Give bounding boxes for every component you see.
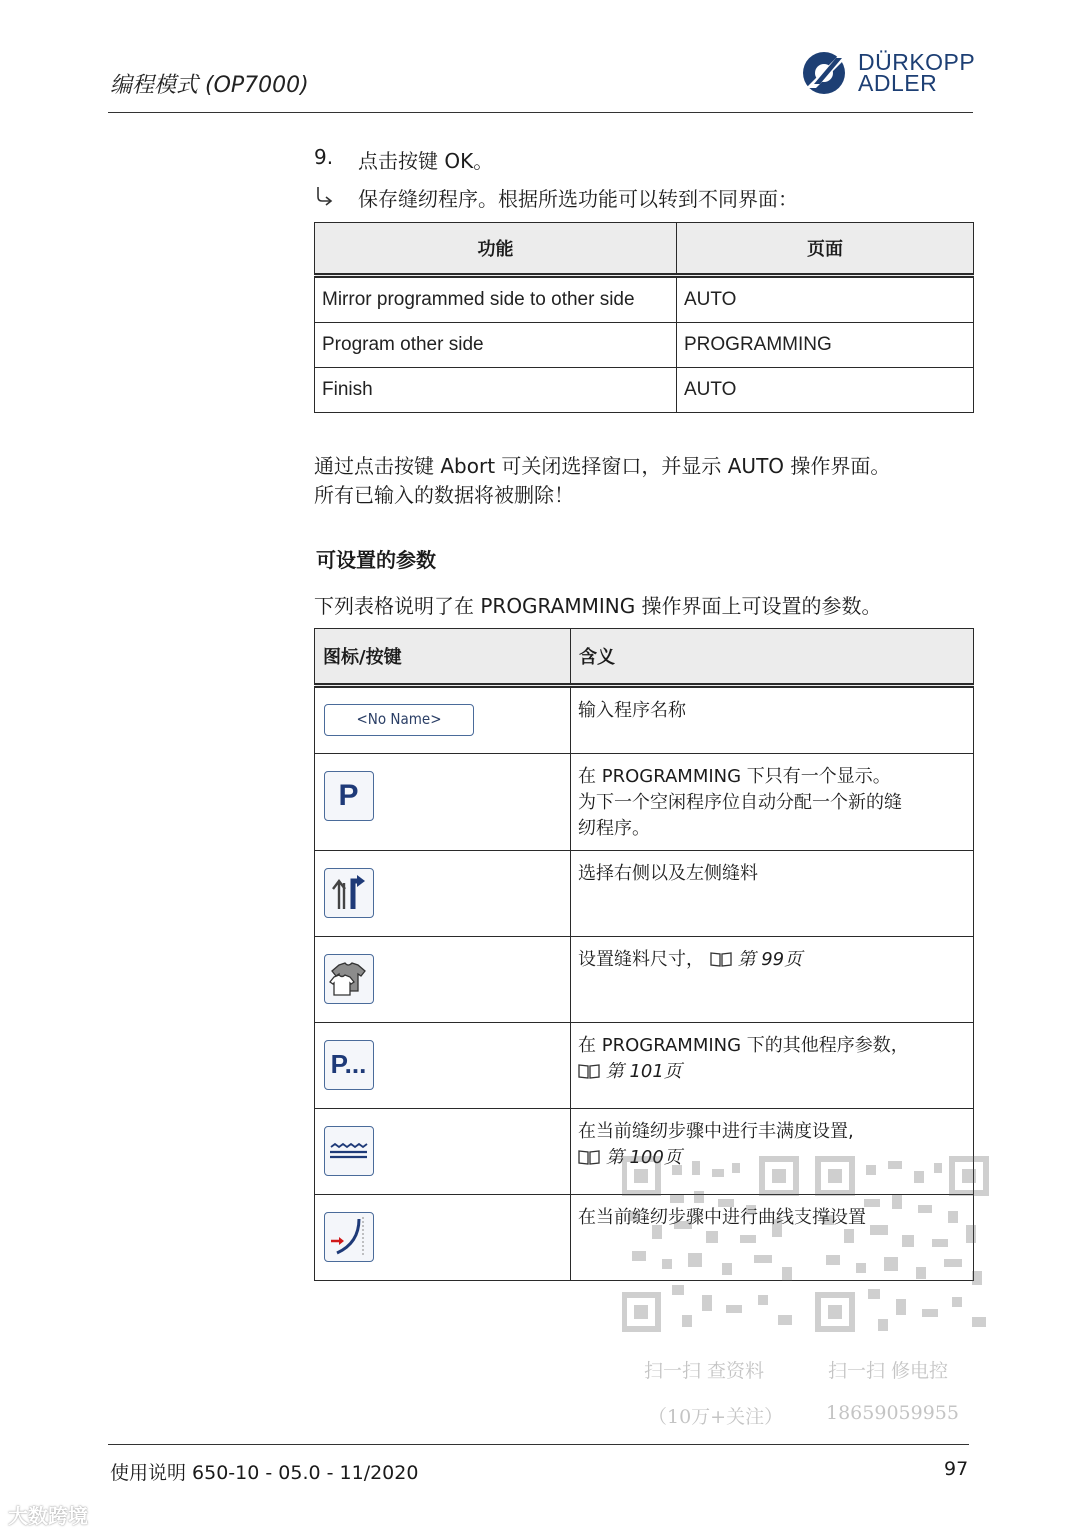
- icon-cell: [315, 851, 571, 937]
- icon-cell: [315, 686, 571, 754]
- header-title: 编程模式 (OP7000): [110, 73, 309, 98]
- meaning-text: 选择右侧以及左侧缝料: [578, 863, 758, 884]
- page-reference: 第 100页: [605, 1147, 682, 1168]
- column-header-page: 页面: [677, 223, 974, 276]
- function-page-table: [314, 222, 974, 413]
- no-name-button[interactable]: <No Name>: [324, 704, 474, 736]
- page-reference: 第 99页: [737, 949, 803, 970]
- table-row: [315, 686, 974, 754]
- icon-cell: [315, 937, 571, 1023]
- meaning-cell: [571, 686, 974, 754]
- meaning-cell: [571, 1023, 974, 1109]
- abort-note-line1: 通过点击按键 Abort 可关闭选择窗口，并显示 AUTO 操作界面。: [314, 454, 891, 478]
- page-cell: PROGRAMMING: [677, 323, 974, 368]
- function-cell: Mirror programmed side to other side: [315, 276, 677, 323]
- book-icon: [710, 951, 732, 967]
- logo-text-line2: ADLER: [858, 70, 938, 96]
- watermark-text: 18659059955: [826, 1402, 959, 1424]
- table-row: [315, 937, 974, 1023]
- result-arrow-icon: [314, 185, 336, 212]
- section-description: 下列表格说明了在 PROGRAMMING 操作界面上可设置的参数。: [314, 594, 882, 618]
- page-number: 97: [944, 1458, 969, 1480]
- section-heading: 可设置的参数: [316, 548, 436, 572]
- logo-text-line1: DÜRKOPP: [858, 49, 976, 75]
- watermark-text: 扫一扫 修电控: [828, 1360, 949, 1382]
- step-result-text: 保存缝纫程序。根据所选功能可以转到不同界面：: [358, 187, 798, 211]
- table-row: [315, 276, 974, 323]
- column-header-function: 功能: [315, 223, 677, 276]
- fullness-icon[interactable]: [324, 1126, 374, 1176]
- page-cell: AUTO: [677, 368, 974, 413]
- watermark-text: 扫一扫 查资料: [644, 1360, 765, 1382]
- page-reference: 第 101页: [605, 1061, 682, 1082]
- icon-cell: [315, 754, 571, 851]
- curve-support-icon[interactable]: [324, 1212, 374, 1262]
- side-select-icon[interactable]: [324, 868, 374, 918]
- step-text: 点击按键 OK。: [358, 149, 494, 173]
- table-row: [315, 368, 974, 413]
- table-row: [315, 851, 974, 937]
- column-header-icon: 图标/按键: [315, 629, 571, 686]
- function-cell: Program other side: [315, 323, 677, 368]
- meaning-text: 输入程序名称: [578, 700, 686, 721]
- table-row: [315, 1023, 974, 1109]
- icon-cell: [315, 1195, 571, 1281]
- footer-divider: [108, 1444, 969, 1445]
- garment-size-icon[interactable]: [324, 954, 374, 1004]
- abort-note-line2: 所有已输入的数据将被删除！: [314, 483, 574, 507]
- meaning-text: 在当前缝纫步骤中进行曲线支撑设置: [578, 1207, 866, 1228]
- p-icon-label: P: [338, 779, 359, 812]
- meaning-text: 在当前缝纫步骤中进行丰满度设置,: [578, 1121, 854, 1142]
- meaning-text: 纫程序。: [578, 818, 650, 839]
- watermark-text: （10万+关注）: [648, 1406, 784, 1428]
- meaning-text: 在 PROGRAMMING 下的其他程序参数，: [578, 1035, 909, 1056]
- header-divider: [108, 112, 973, 113]
- step-number: 9.: [314, 145, 334, 169]
- meaning-cell: [571, 754, 974, 851]
- function-cell: Finish: [315, 368, 677, 413]
- table-header-row: [315, 223, 974, 276]
- book-icon: [578, 1063, 600, 1079]
- meaning-cell: [571, 937, 974, 1023]
- meaning-cell: [571, 851, 974, 937]
- page-cell: AUTO: [677, 276, 974, 323]
- p-icon[interactable]: [324, 771, 374, 821]
- meaning-text: 在 PROGRAMMING 下只有一个显示。: [578, 766, 891, 787]
- p-more-icon[interactable]: [324, 1040, 374, 1090]
- table-header-row: [315, 629, 974, 686]
- table-row: [315, 323, 974, 368]
- logo-mark-icon: [800, 50, 854, 96]
- qr-code-watermark: [622, 1155, 992, 1340]
- corner-watermark: 大数跨境: [8, 1504, 88, 1528]
- meaning-text: 为下一个空闲程序位自动分配一个新的缝: [578, 792, 902, 813]
- icon-cell: [315, 1109, 571, 1195]
- durkopp-adler-logo: [800, 50, 975, 96]
- book-icon: [578, 1149, 600, 1165]
- footer-document-info: 使用说明 650-10 - 05.0 - 11/2020: [110, 1462, 419, 1484]
- icon-cell: [315, 1023, 571, 1109]
- meaning-text: 设置缝料尺寸，: [578, 949, 704, 970]
- column-header-meaning: 含义: [571, 629, 974, 686]
- p-more-icon-label: P...: [330, 1049, 367, 1079]
- table-row: [315, 754, 974, 851]
